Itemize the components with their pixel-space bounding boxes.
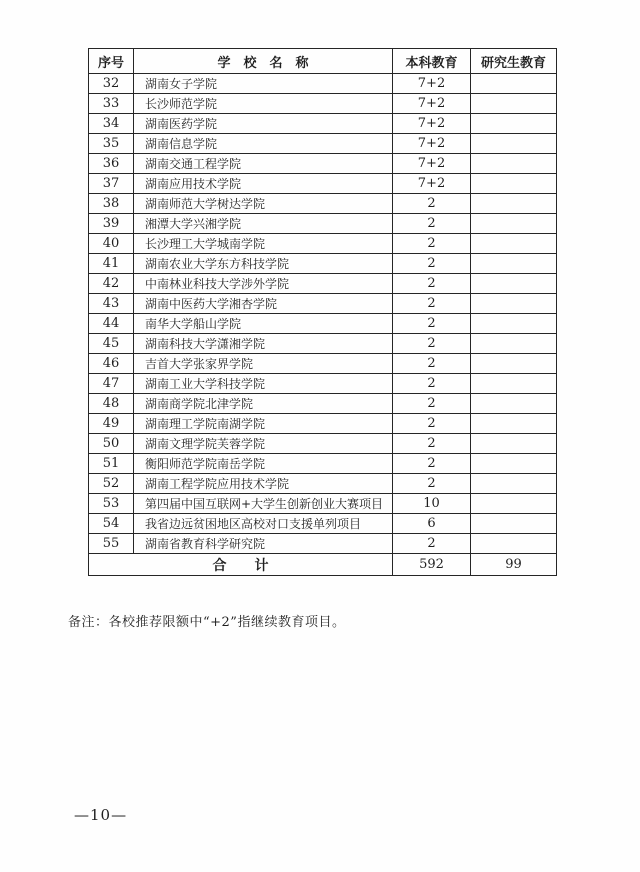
cell-undergraduate: 7+2	[393, 94, 471, 114]
cell-graduate	[471, 74, 557, 94]
total-row	[89, 554, 557, 576]
cell-undergraduate: 2	[393, 474, 471, 494]
cell-undergraduate: 7+2	[393, 154, 471, 174]
cell-no: 38	[89, 194, 134, 214]
cell-graduate	[471, 254, 557, 274]
table-row	[89, 374, 557, 394]
col-header-no: 序号	[89, 49, 134, 74]
cell-graduate	[471, 474, 557, 494]
cell-graduate	[471, 314, 557, 334]
col-header-undergraduate: 本科教育	[393, 49, 471, 74]
cell-no: 41	[89, 254, 134, 274]
cell-undergraduate: 2	[393, 414, 471, 434]
cell-no: 32	[89, 74, 134, 94]
cell-school-name: 湖南信息学院	[134, 134, 393, 154]
cell-school-name: 湖南交通工程学院	[134, 154, 393, 174]
footnote: 备注：各校推荐限额中“+2”指继续教育项目。	[68, 615, 346, 630]
cell-school-name: 湘潭大学兴湘学院	[134, 214, 393, 234]
cell-school-name: 湖南农业大学东方科技学院	[134, 254, 393, 274]
cell-school-name: 湖南文理学院芙蓉学院	[134, 434, 393, 454]
table-row	[89, 274, 557, 294]
table-row	[89, 234, 557, 254]
total-label: 合 计	[89, 554, 393, 576]
table-row	[89, 94, 557, 114]
cell-undergraduate: 2	[393, 394, 471, 414]
cell-graduate	[471, 214, 557, 234]
table-row	[89, 354, 557, 374]
cell-no: 44	[89, 314, 134, 334]
cell-undergraduate: 2	[393, 354, 471, 374]
cell-undergraduate: 2	[393, 314, 471, 334]
cell-graduate	[471, 514, 557, 534]
table-row	[89, 154, 557, 174]
cell-no: 43	[89, 294, 134, 314]
cell-no: 52	[89, 474, 134, 494]
cell-graduate	[471, 234, 557, 254]
table-row	[89, 214, 557, 234]
cell-school-name: 湖南工程学院应用技术学院	[134, 474, 393, 494]
total-graduate: 99	[471, 554, 557, 576]
table-row	[89, 414, 557, 434]
table-row	[89, 494, 557, 514]
cell-no: 55	[89, 534, 134, 554]
page-number: —10—	[74, 806, 128, 824]
cell-graduate	[471, 374, 557, 394]
table-row	[89, 254, 557, 274]
cell-undergraduate: 7+2	[393, 114, 471, 134]
cell-school-name: 湖南工业大学科技学院	[134, 374, 393, 394]
cell-school-name: 第四届中国互联网+大学生创新创业大赛项目	[134, 494, 393, 514]
cell-undergraduate: 2	[393, 194, 471, 214]
cell-graduate	[471, 354, 557, 374]
cell-graduate	[471, 194, 557, 214]
table-row	[89, 534, 557, 554]
cell-no: 39	[89, 214, 134, 234]
cell-undergraduate: 2	[393, 274, 471, 294]
cell-school-name: 湖南医药学院	[134, 114, 393, 134]
cell-no: 33	[89, 94, 134, 114]
cell-graduate	[471, 114, 557, 134]
cell-undergraduate: 2	[393, 254, 471, 274]
cell-graduate	[471, 94, 557, 114]
cell-no: 48	[89, 394, 134, 414]
cell-undergraduate: 2	[393, 374, 471, 394]
table-row	[89, 434, 557, 454]
table-row	[89, 134, 557, 154]
table-row	[89, 454, 557, 474]
table-row	[89, 334, 557, 354]
cell-graduate	[471, 274, 557, 294]
header-row	[89, 49, 557, 74]
cell-undergraduate: 10	[393, 494, 471, 514]
cell-graduate	[471, 294, 557, 314]
table-row	[89, 514, 557, 534]
cell-school-name: 长沙师范学院	[134, 94, 393, 114]
cell-undergraduate: 2	[393, 434, 471, 454]
cell-graduate	[471, 134, 557, 154]
cell-no: 40	[89, 234, 134, 254]
table-row	[89, 314, 557, 334]
table-row	[89, 114, 557, 134]
cell-school-name: 湖南女子学院	[134, 74, 393, 94]
cell-graduate	[471, 494, 557, 514]
cell-undergraduate: 2	[393, 214, 471, 234]
cell-graduate	[471, 394, 557, 414]
table-row	[89, 474, 557, 494]
cell-school-name: 南华大学船山学院	[134, 314, 393, 334]
table-row	[89, 194, 557, 214]
cell-undergraduate: 2	[393, 534, 471, 554]
cell-undergraduate: 7+2	[393, 74, 471, 94]
col-header-graduate: 研究生教育	[471, 49, 557, 74]
cell-no: 42	[89, 274, 134, 294]
cell-school-name: 湖南应用技术学院	[134, 174, 393, 194]
cell-no: 49	[89, 414, 134, 434]
cell-undergraduate: 7+2	[393, 174, 471, 194]
cell-school-name: 湖南科技大学潇湘学院	[134, 334, 393, 354]
cell-school-name: 吉首大学张家界学院	[134, 354, 393, 374]
cell-graduate	[471, 434, 557, 454]
table-row	[89, 174, 557, 194]
cell-no: 34	[89, 114, 134, 134]
cell-no: 45	[89, 334, 134, 354]
cell-school-name: 湖南中医药大学湘杏学院	[134, 294, 393, 314]
cell-no: 47	[89, 374, 134, 394]
cell-no: 53	[89, 494, 134, 514]
total-undergraduate: 592	[393, 554, 471, 576]
cell-undergraduate: 2	[393, 454, 471, 474]
col-header-school-name: 学 校 名 称	[134, 49, 393, 74]
cell-school-name: 中南林业科技大学涉外学院	[134, 274, 393, 294]
cell-undergraduate: 2	[393, 234, 471, 254]
cell-graduate	[471, 414, 557, 434]
cell-graduate	[471, 534, 557, 554]
cell-school-name: 长沙理工大学城南学院	[134, 234, 393, 254]
cell-no: 35	[89, 134, 134, 154]
cell-undergraduate: 2	[393, 334, 471, 354]
cell-no: 51	[89, 454, 134, 474]
table-row	[89, 74, 557, 94]
cell-undergraduate: 6	[393, 514, 471, 534]
cell-school-name: 湖南理工学院南湖学院	[134, 414, 393, 434]
cell-no: 36	[89, 154, 134, 174]
cell-graduate	[471, 454, 557, 474]
cell-no: 54	[89, 514, 134, 534]
cell-no: 50	[89, 434, 134, 454]
cell-school-name: 我省边远贫困地区高校对口支援单列项目	[134, 514, 393, 534]
cell-undergraduate: 2	[393, 294, 471, 314]
table-row	[89, 294, 557, 314]
cell-no: 46	[89, 354, 134, 374]
cell-graduate	[471, 174, 557, 194]
cell-graduate	[471, 154, 557, 174]
cell-graduate	[471, 334, 557, 354]
quota-table	[88, 48, 557, 576]
cell-school-name: 湖南省教育科学研究院	[134, 534, 393, 554]
cell-school-name: 衡阳师范学院南岳学院	[134, 454, 393, 474]
cell-school-name: 湖南商学院北津学院	[134, 394, 393, 414]
cell-school-name: 湖南师范大学树达学院	[134, 194, 393, 214]
cell-no: 37	[89, 174, 134, 194]
cell-undergraduate: 7+2	[393, 134, 471, 154]
table-row	[89, 394, 557, 414]
